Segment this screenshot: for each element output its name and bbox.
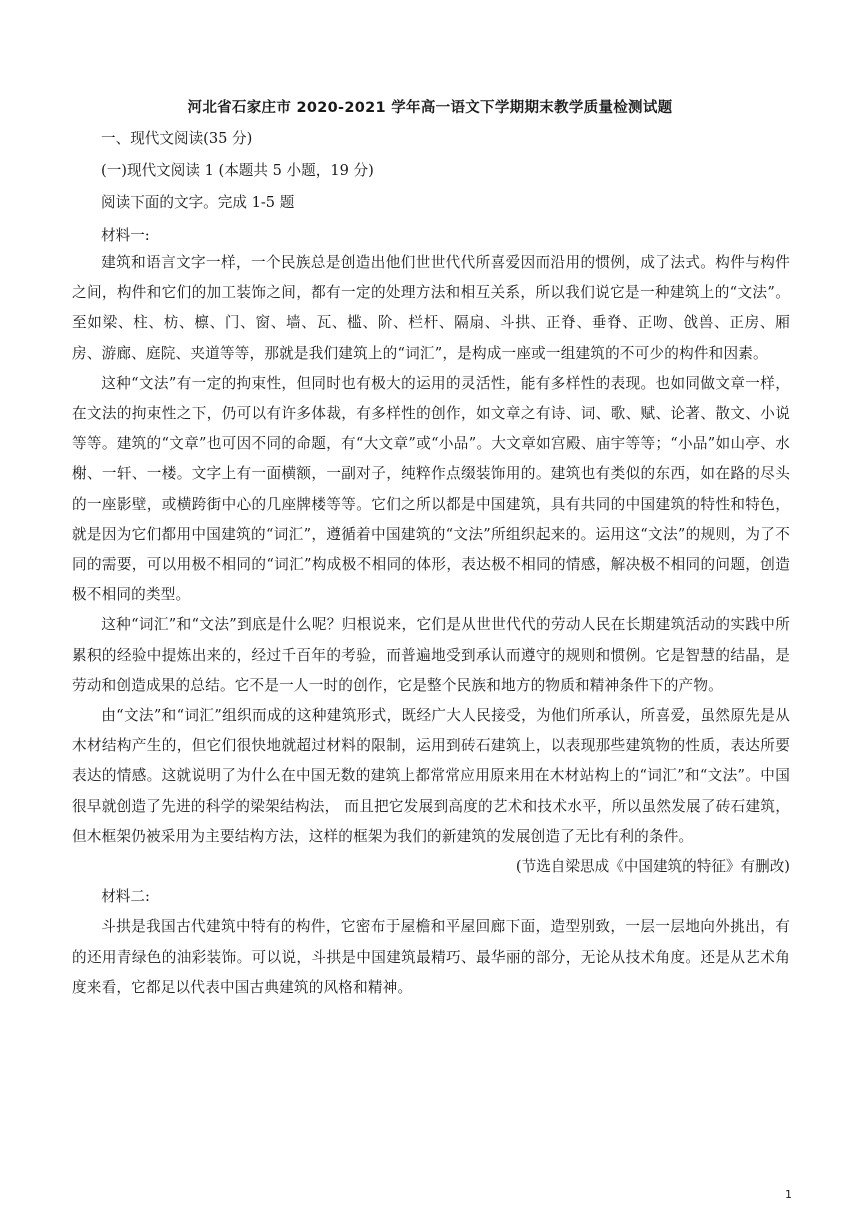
instruction-text: 阅读下面的文字。完成 1-5 题	[101, 194, 295, 211]
material-one-label: 材料一:	[101, 227, 150, 244]
material-two-label: 材料二:	[101, 888, 150, 906]
source-citation: (节选自梁思成《中国建筑的特征》有删改)	[515, 858, 790, 876]
paragraph: 建筑和语言文字一样，一个民族总是创造出他们世世代代所喜爱因而沿用的惯例，成了法式。构件与构件之间，构件和它们的加工装饰之间，都有一定的处理方法和相互关系，所以我们说它是一种建筑上的“文法”。至如梁、柱、枋、檩、门、窗、墙、瓦、槛、阶、栏杆、隔扇、斗拱、正脊、垂脊、正吻、戗兽、正房、厢房、游廊、庭院、夹道等等，那就是我们建筑上的“词汇”，是构成一座或一组建筑的不可少的构件和因素。	[72, 254, 790, 362]
paragraph: 由“文法”和“词汇”组织而成的这种建筑形式，既经广大人民接受，为他们所承认，所喜爱，虽然原先是从木材结构产生的，但它们很快地就超过材料的限制，运用到砖石建筑上，以表现那些建筑物的性质，表达所要表达的情感。这就说明了为什么在中国无数的建筑上都常常应用原来用在木材站构上的“词汇”和“文法”。中国很早就创造了先进的科学的梁架结构法， 而且把它发展到高度的艺术和技术水平，所以虽然发展了砖石建筑，但木框架仍被采用为主要结构方法，这样的框架为我们的新建筑的发展创造了无比有利的条件。	[72, 707, 790, 845]
paragraph: 这种“词汇”和“文法”到底是什么呢？归根说来，它们是从世世代代的劳动人民在长期建筑活动的实践中所累积的经验中提炼出来的，经过千百年的考验，而普遍地受到承认而遵守的规则和惯例。它是智慧的结晶，是劳动和创造成果的总结。它不是一人一时的创作，它是整个民族和地方的物质和精神条件下的产物。	[72, 616, 790, 694]
article-body	[72, 248, 790, 1003]
paragraph: 这种“文法”有一定的拘束性，但同时也有极大的运用的灵活性，能有多样性的表现。也如同做文章一样，在文法的拘束性之下，仍可以有许多体裁，有多样性的创作，如文章之有诗、词、歌、赋、论著、散文、小说等等。建筑的“文章”也可因不同的命题，有“大文章”或“小品”。大文章如宫殿、庙宇等等；“小品”如山亭、水榭、一轩、一楼。文字上有一面横额，一副对子，纯粹作点缀装饰用的。建筑也有类似的东西，如在路的尽头的一座影壁，或横跨街中心的几座牌楼等等。它们之所以都是中国建筑，具有共同的中国建筑的特性和特色，就是因为它们都用中国建筑的“词汇”，遵循着中国建筑的“文法”所组织起来的。运用这“文法”的规则，为了不同的需要，可以用极不相同的“词汇”构成极不相同的体形，表达极不相同的情感，解决极不相同的问题，创造极不相同的类型。	[72, 374, 790, 604]
paragraph: 斗拱是我国古代建筑中特有的构件，它密布于屋檐和平屋回廊下面，造型别致，一层一层地向外挑出，有的还用青绿色的油彩装饰。可以说，斗拱是中国建筑最精巧、最华丽的部分，无论从技术角度。还是从艺术角度来看，它都足以代表中国古典建筑的风格和精神。	[72, 918, 790, 996]
section-heading: 一、现代文阅读(35 分)	[101, 130, 253, 147]
page-number: 1	[785, 1188, 792, 1201]
subsection-heading: (一)现代文阅读 1 (本题共 5 小题，19 分)	[101, 162, 374, 179]
document-title: 河北省石家庄市 2020-2021 学年高一语文下学期期末教学质量检测试题	[187, 100, 673, 116]
